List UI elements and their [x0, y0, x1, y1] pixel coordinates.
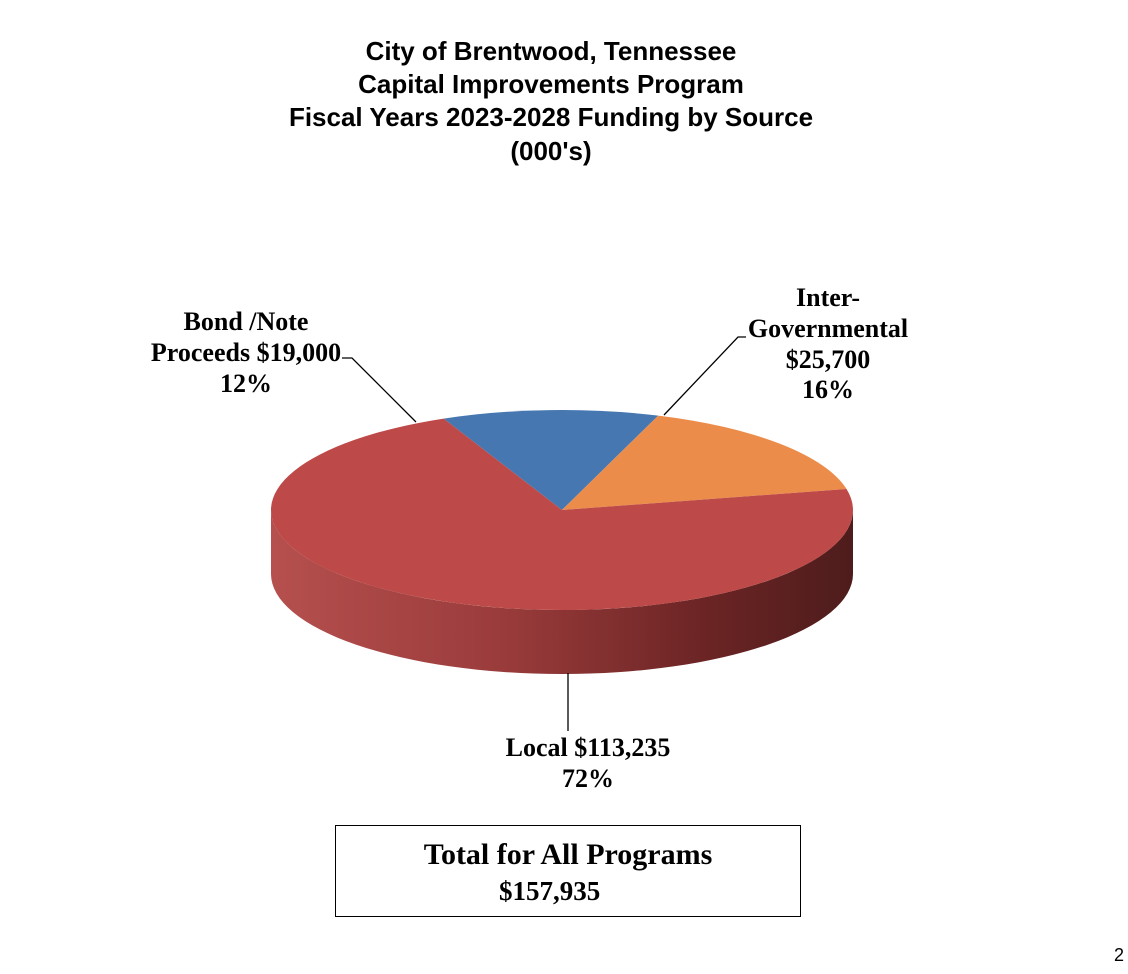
- total-box: [335, 825, 801, 917]
- slice-label-line: Bond /Note: [183, 307, 309, 336]
- slice-label-line: 12%: [220, 369, 272, 398]
- leader-line-intergovernmental: [664, 337, 746, 415]
- slice-label-line: Inter-: [795, 283, 861, 312]
- chart-title-line: Capital Improvements Program: [358, 69, 744, 99]
- slice-label-local: [506, 733, 671, 793]
- total-value: $157,935: [499, 876, 601, 906]
- chart-title-line: City of Brentwood, Tennessee: [365, 36, 737, 66]
- page-number: 2: [1113, 945, 1124, 965]
- slice-label-line: $25,700: [785, 345, 871, 374]
- slice-label-line: Proceeds $19,000: [150, 338, 342, 367]
- slice-label-line: Local $113,235: [505, 733, 671, 762]
- slice-label-line: 72%: [562, 764, 614, 793]
- chart-title: [289, 36, 813, 166]
- slice-label-bond: [151, 307, 341, 398]
- slice-label-line: 16%: [802, 375, 854, 404]
- chart-title-line: Fiscal Years 2023-2028 Funding by Source: [288, 102, 814, 132]
- slice-label-intergovernmental: [748, 283, 908, 404]
- chart-title-line: (000's): [510, 136, 592, 166]
- total-title: Total for All Programs: [423, 838, 713, 871]
- slice-label-line: Governmental: [747, 314, 909, 343]
- pie-slices: [271, 410, 853, 610]
- leader-line-bond: [342, 358, 416, 422]
